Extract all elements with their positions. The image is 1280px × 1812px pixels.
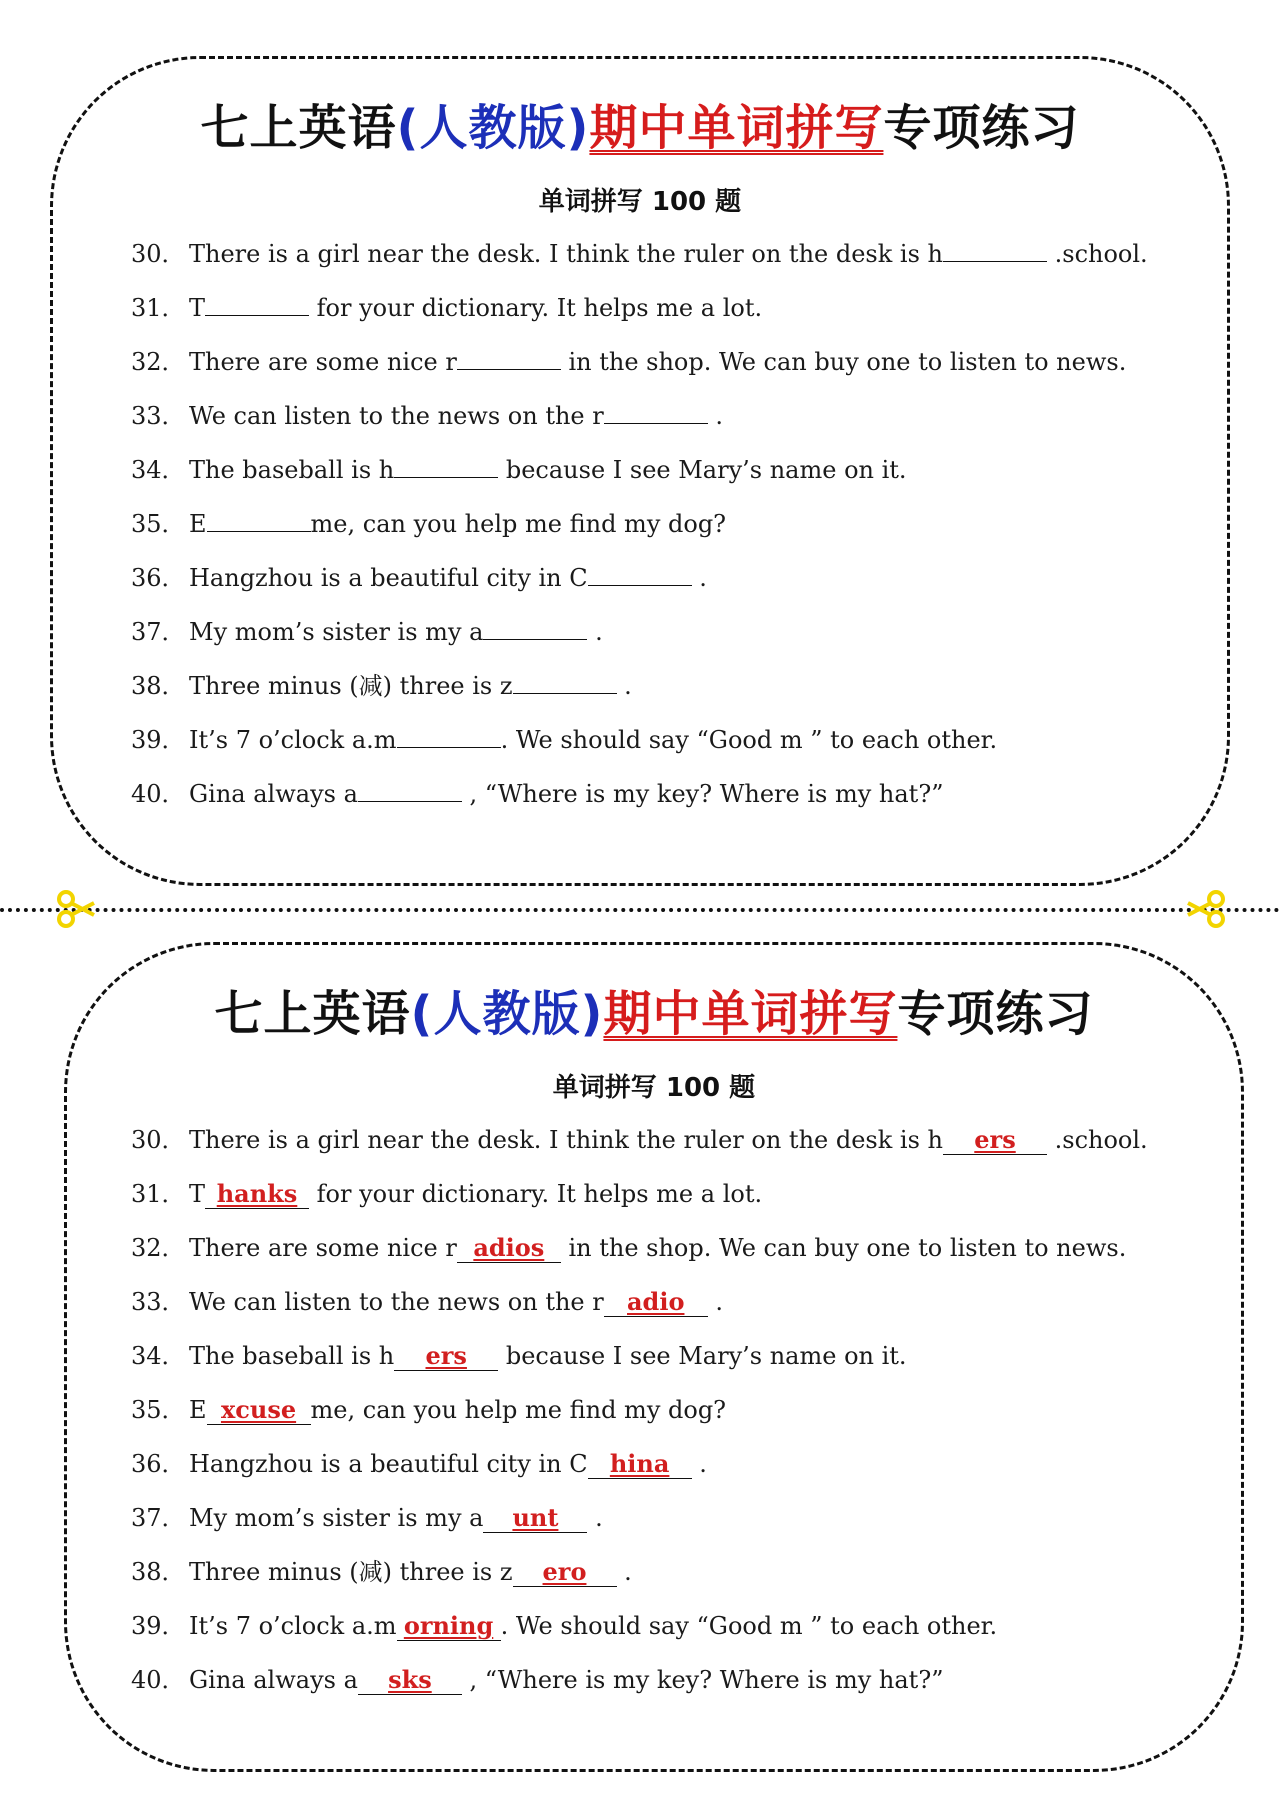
question-text-before: E [189, 510, 207, 538]
question-text-after: for your dictionary. It helps me a lot. [309, 294, 763, 322]
question-item [131, 335, 1211, 389]
answer-blank-empty[interactable] [604, 395, 708, 424]
question-item [131, 281, 1211, 335]
question-number: 30． [131, 1126, 186, 1154]
question-item [131, 497, 1211, 551]
question-item [131, 389, 1211, 443]
answer-item [131, 1653, 1211, 1707]
answer-blank: sks [358, 1666, 462, 1695]
question-text-after: .school. [1047, 240, 1148, 268]
question-item [131, 605, 1211, 659]
question-number: 37． [131, 618, 186, 646]
question-text-before: T [189, 294, 206, 322]
question-text-before: Three minus (减) three is z [189, 1558, 513, 1586]
answer-blank: hina [588, 1450, 692, 1479]
worksheet-subtitle: 单词拼写 100 题 [552, 1073, 756, 1103]
answer-item [131, 1167, 1211, 1221]
cut-line [0, 908, 1280, 912]
question-text-before: It’s 7 o’clock a.m [189, 1612, 397, 1640]
question-text-before: There is a girl near the desk. I think the ruler on the desk is h [189, 240, 943, 268]
answer-blank-empty[interactable] [394, 449, 498, 478]
question-text-before: Three minus (减) three is z [189, 672, 513, 700]
answer-blank: hanks [205, 1180, 309, 1209]
answer-item [131, 1491, 1211, 1545]
question-number: 33． [131, 1288, 186, 1316]
answer-blank: unt [483, 1504, 587, 1533]
answer-blank-empty[interactable] [943, 233, 1047, 262]
question-text-before: It’s 7 o’clock a.m [189, 726, 397, 754]
answer-item [131, 1113, 1211, 1167]
answer-blank: xcuse [207, 1396, 311, 1425]
question-text-before: T [189, 1180, 206, 1208]
question-number: 32． [131, 348, 186, 376]
answer-blank-empty[interactable] [205, 287, 309, 316]
answer-blank: orning [397, 1612, 501, 1641]
question-text-before: There are some nice r [189, 348, 457, 376]
answer-card [64, 942, 1244, 1772]
answer-blank-empty[interactable] [358, 773, 462, 802]
question-number: 39． [131, 726, 186, 754]
question-number: 35． [131, 1396, 186, 1424]
answer-item [131, 1599, 1211, 1653]
question-text-after: , “Where is my key? Where is my hat?” [461, 1666, 944, 1694]
answer-item [131, 1275, 1211, 1329]
question-text-before: Gina always a [189, 1666, 358, 1694]
answer-list [131, 1113, 1211, 1707]
question-text-after: in the shop. We can buy one to listen to news. [560, 1234, 1127, 1262]
answer-blank: adio [604, 1288, 708, 1317]
question-number: 33． [131, 402, 186, 430]
question-item [131, 713, 1211, 767]
question-text-after: for your dictionary. It helps me a lot. [309, 1180, 763, 1208]
question-number: 36． [131, 1450, 186, 1478]
question-number: 34． [131, 1342, 186, 1370]
question-text-after: .school. [1047, 1126, 1148, 1154]
question-text-before: The baseball is h [189, 456, 395, 484]
question-text-after: . [691, 1450, 707, 1478]
question-number: 36． [131, 564, 186, 592]
question-text-before: My mom’s sister is my a [189, 618, 484, 646]
question-item [131, 551, 1211, 605]
question-number: 30． [131, 240, 186, 268]
question-number: 31． [131, 294, 186, 322]
worksheet-title: 七上英语(人教版)期中单词拼写专项练习 [214, 986, 1094, 1042]
question-item [131, 443, 1211, 497]
answer-item [131, 1545, 1211, 1599]
question-number: 40． [131, 780, 186, 808]
question-number: 34． [131, 456, 186, 484]
question-text-before: There are some nice r [189, 1234, 457, 1262]
question-text-after: . [587, 618, 603, 646]
question-text-before: We can listen to the news on the r [189, 1288, 604, 1316]
answer-item [131, 1329, 1211, 1383]
question-number: 32． [131, 1234, 186, 1262]
worksheet-title: 七上英语(人教版)期中单词拼写专项练习 [200, 100, 1080, 156]
question-number: 31． [131, 1180, 186, 1208]
answer-item [131, 1221, 1211, 1275]
question-text-after: . [616, 672, 632, 700]
question-text-after: because I see Mary’s name on it. [498, 456, 907, 484]
answer-blank: ers [943, 1126, 1047, 1155]
answer-blank-empty[interactable] [397, 719, 501, 748]
question-list [131, 227, 1211, 821]
answer-blank-empty[interactable] [457, 341, 561, 370]
question-text-after: me, can you help me find my dog? [310, 1396, 727, 1424]
question-text-before: There is a girl near the desk. I think the ruler on the desk is h [189, 1126, 943, 1154]
answer-blank-empty[interactable] [513, 665, 617, 694]
question-text-before: My mom’s sister is my a [189, 1504, 484, 1532]
answer-blank-empty[interactable] [483, 611, 587, 640]
question-text-before: The baseball is h [189, 1342, 395, 1370]
question-text-after: , “Where is my key? Where is my hat?” [461, 780, 944, 808]
question-text-after: . [587, 1504, 603, 1532]
question-text-before: Hangzhou is a beautiful city in C [189, 564, 588, 592]
answer-blank-empty[interactable] [207, 503, 311, 532]
question-text-after: because I see Mary’s name on it. [498, 1342, 907, 1370]
answer-blank: ers [394, 1342, 498, 1371]
question-text-after: . [616, 1558, 632, 1586]
question-text-before: Gina always a [189, 780, 358, 808]
answer-item [131, 1383, 1211, 1437]
question-text-before: E [189, 1396, 207, 1424]
answer-blank: ero [513, 1558, 617, 1587]
question-card [50, 56, 1230, 886]
question-text-after: . We should say “Good m ” to each other. [500, 726, 998, 754]
question-number: 40． [131, 1666, 186, 1694]
question-number: 39． [131, 1612, 186, 1640]
question-item [131, 767, 1211, 821]
answer-item [131, 1437, 1211, 1491]
question-text-after: . [707, 1288, 723, 1316]
scissors-icon [56, 888, 98, 930]
question-text-after: . We should say “Good m ” to each other. [500, 1612, 998, 1640]
question-number: 37． [131, 1504, 186, 1532]
question-number: 38． [131, 672, 186, 700]
question-text-before: We can listen to the news on the r [189, 402, 604, 430]
answer-blank-empty[interactable] [588, 557, 692, 586]
question-number: 35． [131, 510, 186, 538]
question-text-after: . [691, 564, 707, 592]
question-text-after: in the shop. We can buy one to listen to news. [560, 348, 1127, 376]
question-item [131, 227, 1211, 281]
question-text-before: Hangzhou is a beautiful city in C [189, 1450, 588, 1478]
answer-blank: adios [457, 1234, 561, 1263]
scissors-icon [1184, 888, 1226, 930]
question-text-after: me, can you help me find my dog? [310, 510, 727, 538]
question-item [131, 659, 1211, 713]
question-number: 38． [131, 1558, 186, 1586]
worksheet-subtitle: 单词拼写 100 题 [538, 187, 742, 217]
question-text-after: . [707, 402, 723, 430]
